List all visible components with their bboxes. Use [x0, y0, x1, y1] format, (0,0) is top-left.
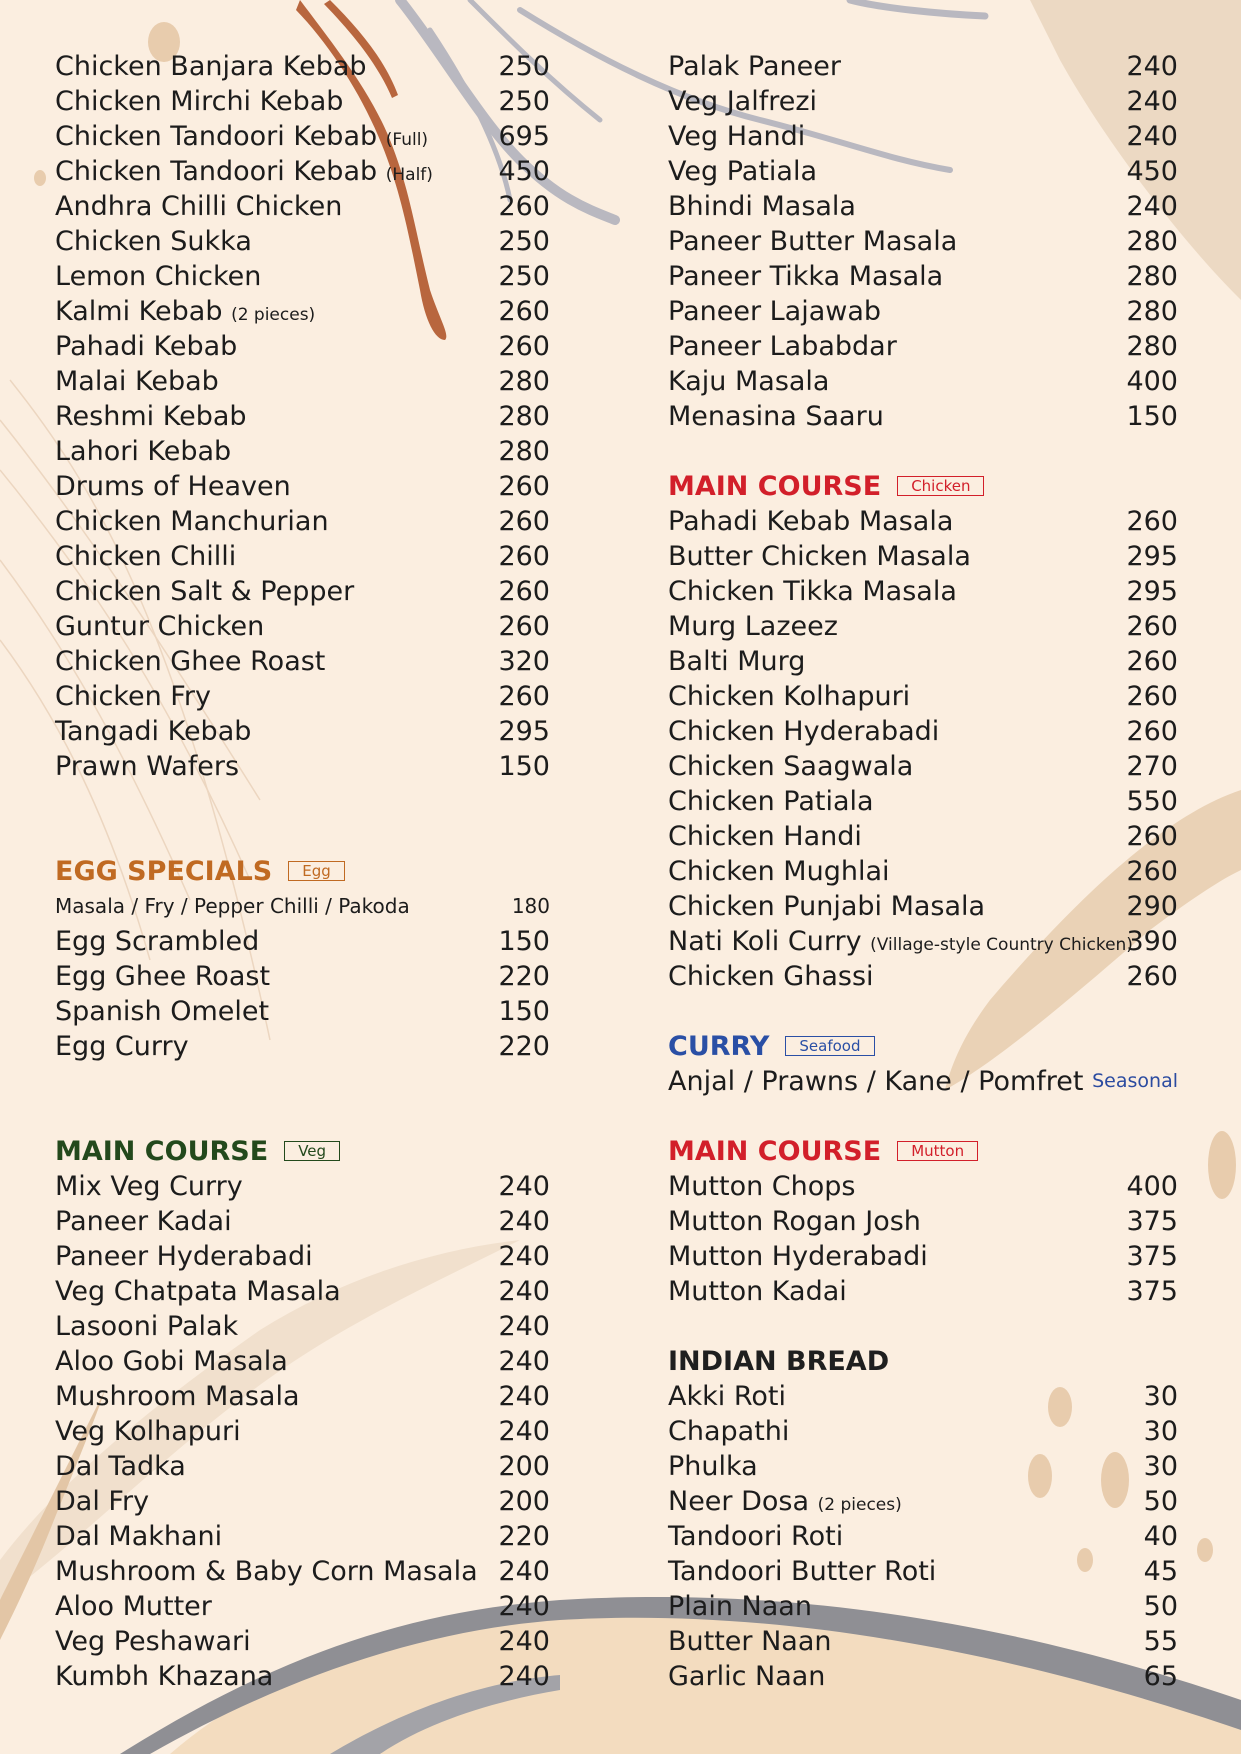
- item-price: 260: [1126, 961, 1178, 992]
- item-name: Aloo Mutter: [55, 1591, 212, 1622]
- menu-item: [668, 784, 1178, 819]
- menu-item: [668, 749, 1178, 784]
- item-price: 260: [498, 331, 550, 362]
- item-price: 30: [1143, 1416, 1178, 1447]
- item-name: Bhindi Masala: [668, 191, 856, 222]
- section-tag-seafood: Seafood: [785, 1036, 874, 1056]
- menu-item: [55, 434, 550, 469]
- menu-item: [55, 1239, 550, 1274]
- item-name: Prawn Wafers: [55, 751, 240, 782]
- item-price: 240: [498, 1661, 550, 1692]
- section-tag-veg: Veg: [284, 1141, 340, 1161]
- item-name: Chicken Ghassi: [668, 961, 874, 992]
- item-name: Tandoori Butter Roti: [668, 1556, 937, 1587]
- item-name: Plain Naan: [668, 1591, 812, 1622]
- menu-item: [55, 224, 550, 259]
- item-price: 260: [1126, 681, 1178, 712]
- menu-item: [668, 1274, 1178, 1309]
- item-price: 240: [1126, 86, 1178, 117]
- item-price: 390: [1126, 926, 1178, 957]
- kebab-list: [55, 49, 550, 784]
- item-price: 260: [498, 681, 550, 712]
- menu-item: [668, 1519, 1178, 1554]
- section-heading-main-course-veg: [55, 1134, 550, 1169]
- egg-specials-list: [55, 889, 550, 1064]
- item-name: Paneer Lajawab: [668, 296, 882, 327]
- section-heading-indian-bread: [668, 1344, 1178, 1379]
- main-course-mutton-list: [668, 1169, 1178, 1309]
- menu-item: [55, 1309, 550, 1344]
- menu-item: [55, 539, 550, 574]
- item-price: 240: [498, 1206, 550, 1237]
- item-name: Paneer Hyderabadi: [55, 1241, 313, 1272]
- item-price: 260: [498, 506, 550, 537]
- menu-item: [668, 574, 1178, 609]
- menu-item: [55, 189, 550, 224]
- item-name: Kumbh Khazana: [55, 1661, 274, 1692]
- item-note: (Full): [385, 130, 429, 150]
- item-name: Chicken Punjabi Masala: [668, 891, 986, 922]
- item-price: 240: [498, 1381, 550, 1412]
- item-name: Chicken Tikka Masala: [668, 576, 957, 607]
- menu-item: [668, 1589, 1178, 1624]
- menu-item: [55, 679, 550, 714]
- menu-item: [668, 854, 1178, 889]
- menu-item: [55, 924, 550, 959]
- item-name: Paneer Butter Masala: [668, 226, 958, 257]
- item-price: 30: [1143, 1451, 1178, 1482]
- item-name: Chicken Fry: [55, 681, 211, 712]
- item-note: (2 pieces): [817, 1495, 902, 1515]
- main-course-veg-list: [55, 1169, 550, 1694]
- menu-item: [55, 294, 550, 329]
- item-name: Lahori Kebab: [55, 436, 232, 467]
- item-price: 375: [1126, 1241, 1178, 1272]
- main-course-veg-continued-list: [668, 49, 1178, 434]
- menu-item: [668, 84, 1178, 119]
- item-price: 150: [498, 996, 550, 1027]
- main-course-chicken-list: [668, 504, 1178, 994]
- item-name: Andhra Chilli Chicken: [55, 191, 343, 222]
- menu-item: [55, 1204, 550, 1239]
- item-price: 250: [498, 86, 550, 117]
- menu-item: [668, 364, 1178, 399]
- menu-item: [668, 1204, 1178, 1239]
- menu-item: [55, 959, 550, 994]
- item-name: Veg Kolhapuri: [55, 1416, 241, 1447]
- menu-item: [55, 84, 550, 119]
- item-name: Veg Chatpata Masala: [55, 1276, 341, 1307]
- menu-item: [55, 889, 550, 924]
- item-price: 240: [1126, 191, 1178, 222]
- item-name: Menasina Saaru: [668, 401, 884, 432]
- item-price: 280: [1126, 296, 1178, 327]
- item-name: Egg Ghee Roast: [55, 961, 271, 992]
- menu-item: [55, 1414, 550, 1449]
- section-tag-egg: Egg: [288, 861, 345, 881]
- menu-item: [668, 609, 1178, 644]
- menu-item: [55, 1344, 550, 1379]
- item-price: 240: [1126, 121, 1178, 152]
- item-name: Chicken Banjara Kebab: [55, 51, 367, 82]
- item-name: Butter Naan: [668, 1626, 832, 1657]
- item-price: 280: [498, 436, 550, 467]
- section-title: MAIN COURSE: [55, 1136, 269, 1167]
- menu-item: [668, 1169, 1178, 1204]
- item-name: Malai Kebab: [55, 366, 219, 397]
- menu-item: [668, 924, 1178, 959]
- item-name: Aloo Gobi Masala: [55, 1346, 288, 1377]
- item-price: 240: [498, 1416, 550, 1447]
- section-title: MAIN COURSE: [668, 471, 882, 502]
- item-name: Chicken Kolhapuri: [668, 681, 911, 712]
- item-price: 240: [498, 1591, 550, 1622]
- item-name: Palak Paneer: [668, 51, 841, 82]
- item-name: Paneer Tikka Masala: [668, 261, 944, 292]
- item-price: 240: [498, 1311, 550, 1342]
- item-name: Paneer Lababdar: [668, 331, 897, 362]
- item-price: 40: [1143, 1521, 1178, 1552]
- item-price: 240: [498, 1276, 550, 1307]
- item-name: Akki Roti: [668, 1381, 786, 1412]
- item-name: Egg Scrambled: [55, 926, 260, 957]
- item-price: 220: [498, 1031, 550, 1062]
- menu-item: [668, 1554, 1178, 1589]
- item-price: 260: [1126, 856, 1178, 887]
- item-name: Egg Curry: [55, 1031, 189, 1062]
- section-heading-egg-specials: [55, 854, 550, 889]
- menu-item: [668, 154, 1178, 189]
- item-price: 320: [498, 646, 550, 677]
- item-name: Chicken Patiala: [668, 786, 874, 817]
- menu-item: [668, 189, 1178, 224]
- item-price: 240: [498, 1346, 550, 1377]
- item-price: 250: [498, 261, 550, 292]
- item-name: Veg Handi: [668, 121, 806, 152]
- menu-column-left: [55, 49, 550, 1694]
- item-price: 260: [1126, 716, 1178, 747]
- menu-item: [55, 329, 550, 364]
- item-price: 260: [498, 611, 550, 642]
- menu-item: [55, 1554, 550, 1589]
- item-price: 295: [498, 716, 550, 747]
- item-name: Chicken Mirchi Kebab: [55, 86, 344, 117]
- item-name: Veg Jalfrezi: [668, 86, 818, 117]
- item-price: 150: [1126, 401, 1178, 432]
- item-price: 280: [498, 401, 550, 432]
- menu-item: [55, 364, 550, 399]
- menu-item: [668, 49, 1178, 84]
- item-note: (Half): [385, 165, 433, 185]
- menu-item: [55, 469, 550, 504]
- item-name: Mutton Rogan Josh: [668, 1206, 921, 1237]
- menu-item: [668, 1379, 1178, 1414]
- item-name: Mix Veg Curry: [55, 1171, 243, 1202]
- item-price: 50: [1143, 1486, 1178, 1517]
- item-name: Drums of Heaven: [55, 471, 291, 502]
- item-price: 295: [1126, 541, 1178, 572]
- item-name: Lemon Chicken: [55, 261, 262, 292]
- item-price: 30: [1143, 1381, 1178, 1412]
- item-name: Kalmi Kebab: [55, 296, 223, 327]
- item-price: 240: [1126, 51, 1178, 82]
- item-price: 240: [498, 1241, 550, 1272]
- menu-item: [55, 1624, 550, 1659]
- item-price: 375: [1126, 1276, 1178, 1307]
- menu-item: [668, 644, 1178, 679]
- section-heading-main-course-mutton: [668, 1134, 1178, 1169]
- item-price: 260: [498, 191, 550, 222]
- menu-item: [55, 609, 550, 644]
- item-price: 240: [498, 1626, 550, 1657]
- item-price: Seasonal: [1092, 1070, 1178, 1092]
- curry-seafood-list: [668, 1064, 1178, 1099]
- menu-item: [668, 1414, 1178, 1449]
- item-price: 150: [498, 751, 550, 782]
- item-name: Pahadi Kebab Masala: [668, 506, 954, 537]
- item-price: 280: [1126, 226, 1178, 257]
- item-name: Chicken Salt & Pepper: [55, 576, 355, 607]
- menu-item: [55, 1519, 550, 1554]
- item-name: Guntur Chicken: [55, 611, 265, 642]
- item-price: 260: [1126, 821, 1178, 852]
- item-price: 240: [498, 1556, 550, 1587]
- menu-item: [668, 819, 1178, 854]
- menu-item: [668, 959, 1178, 994]
- menu-item: [55, 749, 550, 784]
- item-note: (Village-style Country Chicken): [870, 935, 1133, 955]
- item-name: Mushroom & Baby Corn Masala: [55, 1556, 478, 1587]
- item-price: 260: [1126, 646, 1178, 677]
- item-price: 260: [1126, 506, 1178, 537]
- menu-column-right: [668, 49, 1178, 1694]
- menu-item: [55, 1484, 550, 1519]
- item-name: Veg Patiala: [668, 156, 818, 187]
- item-price: 375: [1126, 1206, 1178, 1237]
- item-name: Reshmi Kebab: [55, 401, 247, 432]
- item-name: Dal Makhani: [55, 1521, 223, 1552]
- item-name: Chapathi: [668, 1416, 790, 1447]
- item-name: Chicken Sukka: [55, 226, 252, 257]
- menu-item: [668, 119, 1178, 154]
- item-name: Chicken Tandoori Kebab: [55, 121, 378, 152]
- menu-item: [668, 889, 1178, 924]
- menu-item: [668, 224, 1178, 259]
- menu-item: [55, 154, 550, 189]
- item-price: 400: [1126, 366, 1178, 397]
- item-name: Dal Tadka: [55, 1451, 186, 1482]
- item-price: 45: [1143, 1556, 1178, 1587]
- item-name: Chicken Manchurian: [55, 506, 329, 537]
- item-name: Chicken Ghee Roast: [55, 646, 326, 677]
- menu-item: [55, 1379, 550, 1414]
- item-name: Phulka: [668, 1451, 758, 1482]
- menu-item: [668, 679, 1178, 714]
- menu-item: [55, 504, 550, 539]
- item-name: Veg Peshawari: [55, 1626, 251, 1657]
- item-name: Tangadi Kebab: [55, 716, 252, 747]
- menu-item: [668, 329, 1178, 364]
- item-name: Chicken Handi: [668, 821, 862, 852]
- item-name: Balti Murg: [668, 646, 806, 677]
- item-price: 200: [498, 1451, 550, 1482]
- menu-item: [668, 399, 1178, 434]
- item-price: 50: [1143, 1591, 1178, 1622]
- item-name: Anjal / Prawns / Kane / Pomfret: [668, 1066, 1084, 1097]
- item-name: Chicken Chilli: [55, 541, 237, 572]
- menu-item: [55, 119, 550, 154]
- item-name: Neer Dosa: [668, 1486, 810, 1517]
- item-name: Chicken Saagwala: [668, 751, 914, 782]
- item-price: 400: [1126, 1171, 1178, 1202]
- item-name: Spanish Omelet: [55, 996, 270, 1027]
- item-price: 250: [498, 51, 550, 82]
- section-tag-mutton: Mutton: [897, 1141, 978, 1161]
- item-name: Dal Fry: [55, 1486, 150, 1517]
- menu-item: [668, 259, 1178, 294]
- menu-item: [55, 1274, 550, 1309]
- item-name: Tandoori Roti: [668, 1521, 844, 1552]
- menu-item: [668, 1624, 1178, 1659]
- menu-item: [55, 714, 550, 749]
- section-title: INDIAN BREAD: [668, 1346, 890, 1377]
- item-name: Chicken Mughlai: [668, 856, 890, 887]
- section-tag-chicken: Chicken: [897, 476, 984, 496]
- item-price: 220: [498, 1521, 550, 1552]
- section-title: EGG SPECIALS: [55, 856, 273, 887]
- item-price: 220: [498, 961, 550, 992]
- menu-item: [55, 1029, 550, 1064]
- item-name: Garlic Naan: [668, 1661, 826, 1692]
- item-price: 270: [1126, 751, 1178, 782]
- menu-item: [55, 644, 550, 679]
- item-price: 55: [1143, 1626, 1178, 1657]
- item-price: 450: [498, 156, 550, 187]
- item-price: 280: [498, 366, 550, 397]
- item-name: Chicken Tandoori Kebab: [55, 156, 378, 187]
- item-price: 695: [498, 121, 550, 152]
- item-price: 260: [498, 541, 550, 572]
- item-name: Pahadi Kebab: [55, 331, 238, 362]
- menu-item: [668, 1064, 1178, 1099]
- item-price: 450: [1126, 156, 1178, 187]
- section-title: CURRY: [668, 1031, 770, 1062]
- item-price: 295: [1126, 576, 1178, 607]
- item-name: Mushroom Masala: [55, 1381, 300, 1412]
- menu-item: [55, 49, 550, 84]
- item-price: 260: [498, 471, 550, 502]
- section-title: MAIN COURSE: [668, 1136, 882, 1167]
- item-price: 280: [1126, 261, 1178, 292]
- item-price: 180: [511, 894, 550, 918]
- item-name: Mutton Kadai: [668, 1276, 847, 1307]
- item-price: 240: [498, 1171, 550, 1202]
- menu-item: [668, 1239, 1178, 1274]
- item-name: Kaju Masala: [668, 366, 830, 397]
- menu-item: [55, 259, 550, 294]
- item-name: Mutton Hyderabadi: [668, 1241, 928, 1272]
- item-price: 280: [1126, 331, 1178, 362]
- item-price: 250: [498, 226, 550, 257]
- item-price: 260: [498, 296, 550, 327]
- item-price: 200: [498, 1486, 550, 1517]
- menu-item: [55, 399, 550, 434]
- item-name: Mutton Chops: [668, 1171, 856, 1202]
- item-price: 260: [498, 576, 550, 607]
- item-note: (2 pieces): [231, 305, 316, 325]
- item-name: Murg Lazeez: [668, 611, 838, 642]
- menu-item: [668, 539, 1178, 574]
- menu-item: [668, 504, 1178, 539]
- menu-item: [668, 1484, 1178, 1519]
- section-heading-curry-seafood: [668, 1029, 1178, 1064]
- menu-item: [55, 1659, 550, 1694]
- menu-item: [55, 994, 550, 1029]
- menu-item: [668, 294, 1178, 329]
- section-heading-main-course-chicken: [668, 469, 1178, 504]
- menu-item: [55, 1169, 550, 1204]
- item-price: 550: [1126, 786, 1178, 817]
- menu-item: [55, 1589, 550, 1624]
- indian-bread-list: [668, 1379, 1178, 1694]
- item-price: 290: [1126, 891, 1178, 922]
- item-price: 260: [1126, 611, 1178, 642]
- item-name: Masala / Fry / Pepper Chilli / Pakoda: [55, 894, 410, 918]
- menu-item: [55, 1449, 550, 1484]
- menu-item: [668, 714, 1178, 749]
- item-name: Butter Chicken Masala: [668, 541, 971, 572]
- item-price: 150: [498, 926, 550, 957]
- item-name: Chicken Hyderabadi: [668, 716, 940, 747]
- menu-item: [668, 1659, 1178, 1694]
- item-name: Lasooni Palak: [55, 1311, 239, 1342]
- menu-item: [668, 1449, 1178, 1484]
- item-name: Nati Koli Curry: [668, 926, 862, 957]
- item-price: 65: [1143, 1661, 1178, 1692]
- item-name: Paneer Kadai: [55, 1206, 232, 1237]
- menu-item: [55, 574, 550, 609]
